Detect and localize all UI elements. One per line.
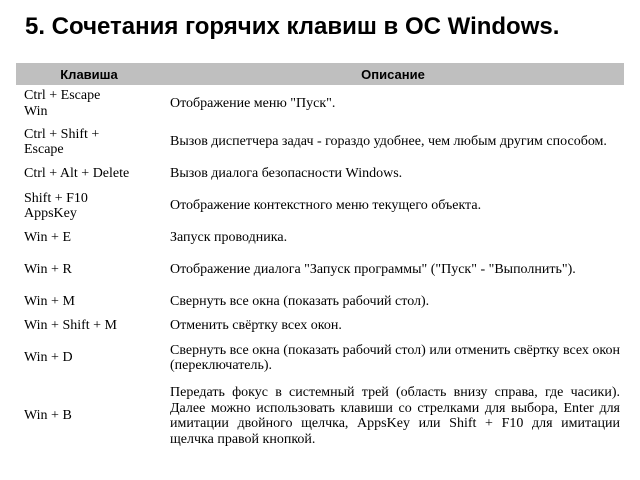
description-cell: Запуск проводника. — [170, 230, 288, 246]
header-key: Клавиша — [16, 63, 162, 85]
key-cell: Ctrl + Alt + Delete — [24, 166, 130, 182]
table-row — [16, 290, 624, 314]
header-description: Описание — [162, 63, 624, 85]
table-row — [16, 85, 624, 122]
key-cell: Win + Shift + M — [24, 318, 118, 334]
table-row — [16, 314, 624, 338]
key-cell: Win + E — [24, 230, 71, 246]
table-row — [16, 378, 624, 454]
table-row — [16, 162, 624, 186]
description-cell: Отменить свёртку всех окон. — [170, 318, 342, 334]
key-cell: Win + D — [24, 350, 73, 366]
description-cell: Вызов диспетчера задач - гораздо удобнее, чем любым другим способом. — [170, 134, 607, 150]
hotkeys-table — [16, 63, 624, 454]
description-cell: Свернуть все окна (показать рабочий стол) или отменить свёртку всех окон (переключатель). — [170, 342, 620, 373]
key-cell: Win + R — [24, 262, 72, 278]
table-row — [16, 338, 624, 378]
description-cell: Отображение меню "Пуск". — [170, 95, 336, 111]
table-row — [16, 186, 624, 226]
description-cell: Отображение контекстного меню текущего объекта. — [170, 198, 482, 214]
key-cell: Win + M — [24, 294, 75, 310]
key-cell: Ctrl + Escape Win — [24, 88, 101, 119]
description-cell: Свернуть все окна (показать рабочий стол). — [170, 294, 430, 310]
key-cell: Ctrl + Shift + Escape — [24, 126, 100, 157]
key-cell: Win + B — [24, 408, 72, 424]
description-cell: Вызов диалога безопасности Windows. — [170, 166, 403, 182]
key-cell: Shift + F10 AppsKey — [24, 190, 88, 221]
description-cell: Передать фокус в системный трей (область внизу справа, где часики). Далее можно использовать клавиши со стрелками для выбора, Enter для имитации двойного щелчка, AppsKey или Shift + F10 для имитации щелчка правой кнопкой. — [170, 385, 620, 447]
description-cell: Отображение диалога "Запуск программы" ("Пуск" - "Выполнить"). — [170, 262, 576, 278]
table-header-row — [16, 63, 624, 85]
table-row — [16, 250, 624, 290]
table-row — [16, 226, 624, 250]
table-row — [16, 122, 624, 162]
page-title: 5. Сочетания горячих клавиш в ОС Windows. — [25, 13, 560, 40]
